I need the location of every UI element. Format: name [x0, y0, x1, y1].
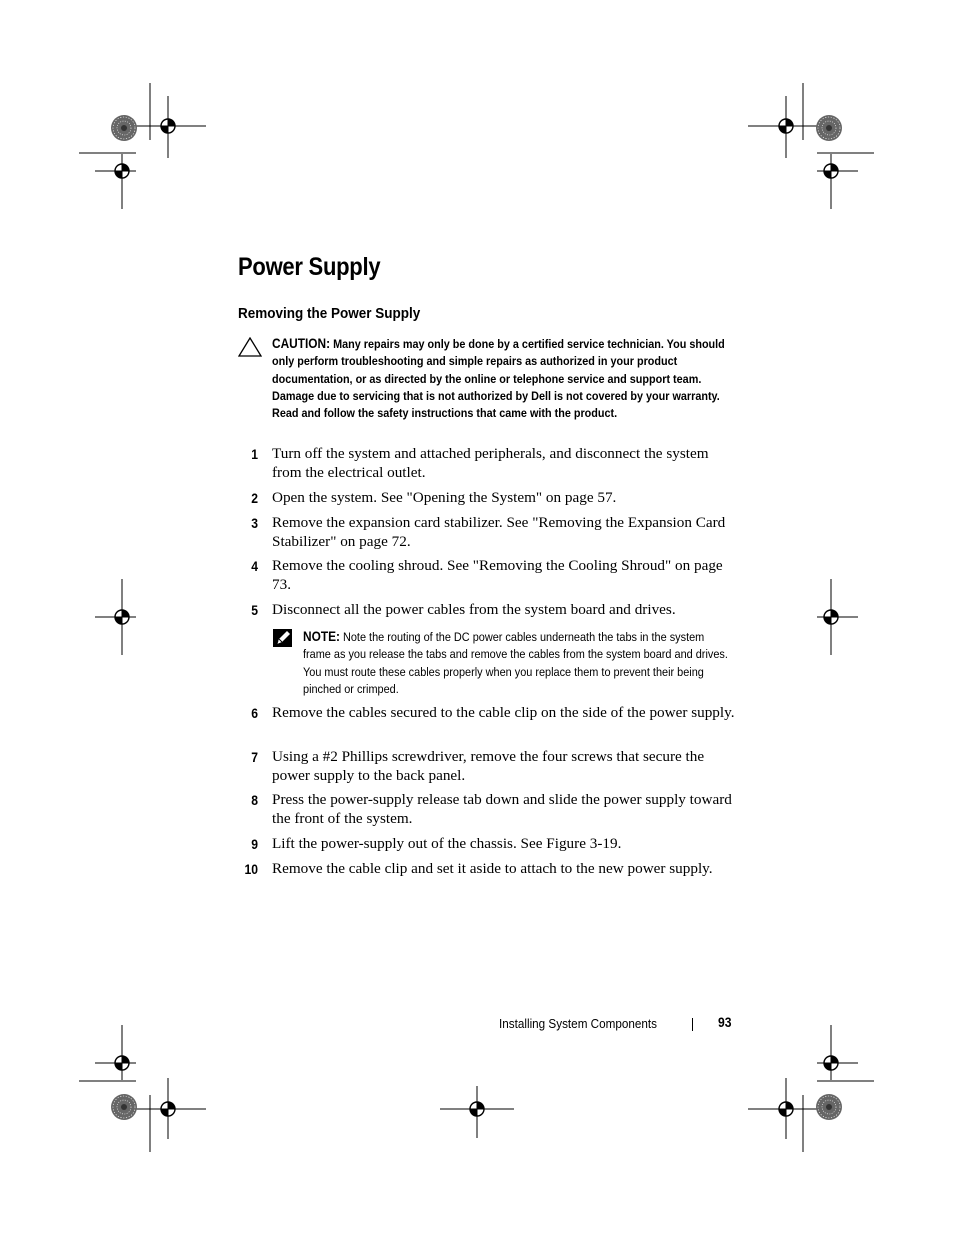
footer-section-title: Installing System Components	[499, 1016, 658, 1031]
step-number: 9	[251, 837, 258, 852]
step-text: Disconnect all the power cables from the system board and drives.	[272, 601, 676, 618]
note-text: Note the routing of the DC power cables underneath the tabs in the system frame as you release the tabs and remove the cables from the system board and drives. You must route these cables properly when you replace them to prevent their being pinched or crimped.	[303, 630, 728, 696]
step-number: 1	[251, 447, 258, 462]
step-number: 3	[251, 516, 258, 531]
step-text: Turn off the system and attached peripherals, and disconnect the system from the electrical outlet.	[272, 445, 709, 482]
step-number: 5	[251, 603, 258, 618]
caution-notice	[272, 335, 730, 422]
step-text: Remove the cooling shroud. See "Removing the Cooling Shroud" on page 73.	[272, 557, 723, 594]
step-number: 8	[251, 793, 258, 808]
note-pencil-icon	[272, 628, 294, 648]
step-text: Press the power-supply release tab down and slide the power supply toward the front of the system.	[272, 791, 732, 828]
section-heading: Removing the Power Supply	[238, 305, 421, 322]
step-number: 4	[251, 559, 258, 574]
note-label: NOTE:	[303, 629, 340, 644]
step-text: Open the system. See "Opening the System" on page 57.	[272, 489, 617, 506]
page-title: Power Supply	[238, 253, 381, 281]
step-number: 7	[251, 750, 258, 765]
caution-text: Many repairs may only be done by a certified service technician. You should only perform troubleshooting and simple repairs as authorized in your product documentation, or as directed by the online or telephone service and support team. Damage due to servicing that is not authorized by Dell is not covered by your warranty. Read and follow the safety instructions that came with the product.	[272, 337, 725, 421]
step-number: 10	[244, 862, 258, 877]
note-block	[303, 628, 734, 698]
step-text: Remove the cables secured to the cable clip on the side of the power supply.	[272, 704, 735, 721]
step-number: 6	[251, 706, 258, 721]
footer-divider	[692, 1018, 693, 1031]
step-text: Using a #2 Phillips screwdriver, remove the four screws that secure the power supply to the back panel.	[272, 748, 705, 785]
caution-icon	[238, 337, 262, 357]
caution-label: CAUTION:	[272, 336, 331, 351]
step-text: Lift the power-supply out of the chassis. See Figure 3-19.	[272, 835, 622, 852]
step-text: Remove the expansion card stabilizer. See "Removing the Expansion Card Stabilizer" on page 72.	[272, 514, 726, 551]
page-number: 93	[718, 1015, 732, 1030]
step-number: 2	[251, 491, 258, 506]
step-text: Remove the cable clip and set it aside to attach to the new power supply.	[272, 860, 713, 877]
